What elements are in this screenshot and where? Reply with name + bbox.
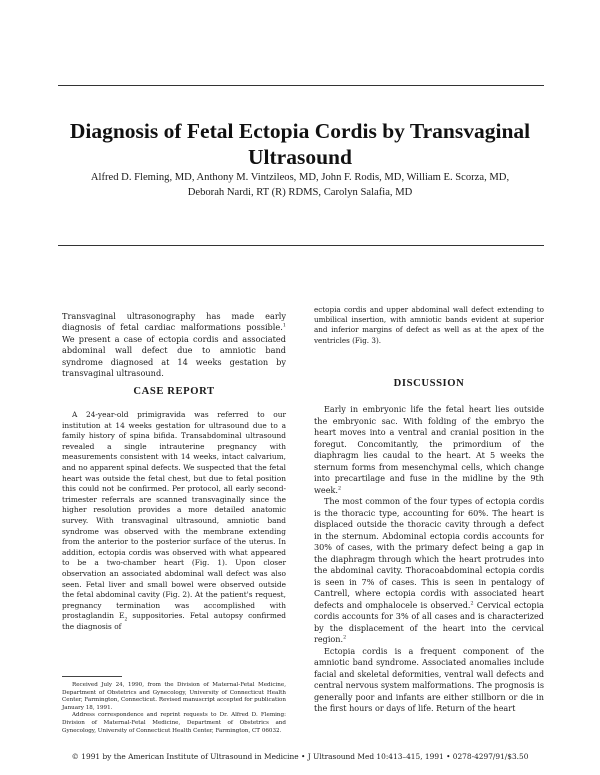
- discussion-body: [314, 404, 544, 715]
- author-list: [40, 170, 560, 200]
- abstract-paragraph: [62, 311, 286, 379]
- footnote-rule: [62, 676, 122, 677]
- article-title: Diagnosis of Fetal Ectopia Cordis by Transvaginal Ultrasound: [69, 119, 531, 169]
- discussion-p2-text-continued: Cervical ectopia cordis accounts for 3% of all cases and is characterized by the displacement of the heart into the cervical region.: [314, 599, 544, 644]
- discussion-paragraph-3: Ectopia cordis is a frequent component of the amniotic band syndrome. Associated anomalies include facial and skeletal deformities, ventral wall defects and central nervous system malformations. The prognosis is generally poor and infants are either stillborn or die in the first hours or days of life. Return of the heart: [314, 645, 544, 713]
- case-report-continuation-text: ectopia cordis and upper abdominal wall defect extending to umbilical insertion, with amniotic bands evident at superior and inferior margins of defect as well as at the apex of the ventricles (Fig. 3).: [314, 305, 544, 345]
- top-rule: [58, 85, 544, 86]
- discussion-p1-ref: 2: [338, 484, 342, 491]
- authors-line-1: Alfred D. Fleming, MD, Anthony M. Vintzileos, MD, John F. Rodis, MD, William E. Scorza, MD,: [90, 172, 510, 183]
- discussion-heading: DISCUSSION: [393, 378, 465, 389]
- discussion-paragraph-2: [314, 496, 544, 646]
- case-report-heading: CASE REPORT: [133, 386, 215, 397]
- discussion-p2-ref-2: 2: [343, 634, 347, 641]
- case-report-subscript: 2: [124, 617, 128, 623]
- discussion-paragraph-1: [314, 404, 544, 496]
- footnote-address: Address correspondence and reprint requests to Dr. Alfred D. Fleming: Division of Maternal-Fetal Medicine, Department of Obstetrics and Gynecology, University of Connecticut Health Center, Farmington, CT 06032.: [62, 712, 286, 734]
- discussion-p2-text: The most common of the four types of ectopia cordis is the thoracic type, accounting for 60%. The heart is displaced outside the thoracic cavity through a defect in the sternum. Abdominal ectopia cordis accounts for 30% of cases, with the primary defect being a gap in the diaphragm through which the heart protrudes into the abdominal cavity. Thoracoabdominal ectopia cordis is seen in 7% of cases. This is seen in pentalogy of Cantrell, where ectopia cordis with associated heart defects and omphalocele is observed.: [314, 496, 544, 610]
- case-report-text: A 24-year-old primigravida was referred to our institution at 14 weeks gestation for ultrasound due to a family history of spina bifida. Transabdominal ultrasound revealed a single intrauterine pregnancy with measurements consistent with 14 weeks, intact calvarium, and no apparent spinal defects. We suspected that the fetal heart was outside the fetal chest, but due to fetal position this could not be confirmed. Per protocol, all early second-trimester referrals are scanned transvaginally since the higher resolution provides a more detailed anatomic survey. With transvaginal ultrasound, amniotic band syndrome was observed with the membrane extending from the anterior to the posterior surface of the uterus. In addition, ectopia cordis was observed with what appeared to be a two-chamber heart (Fig. 1). Upon closer observation an associated abdominal wall defect was also seen. Fetal liver and small bowel were observed outside the fetal abdominal cavity (Fig. 2). At the patient's request, pregnancy termination was accomplished with prostaglandin E: [62, 410, 286, 621]
- case-report-continuation: [314, 305, 544, 346]
- case-report-text-end: suppositories. Fetal autopsy confirmed the diagnosis of: [62, 611, 286, 631]
- case-report-body: [62, 410, 286, 632]
- discussion-p2-ref-1: 2: [470, 599, 474, 606]
- footnotes: [62, 682, 286, 735]
- footnote-received: Received July 24, 1990, from the Division of Maternal-Fetal Medicine, Department of Obstetrics and Gynecology, University of Connecticut Health Center, Farmington, Connecticut. Revised manuscript accepted for publication January 18, 1991.: [62, 682, 286, 711]
- abstract-text-continued: We present a case of ectopia cordis and associated abdominal wall defect due to amniotic band syndrome diagnosed at 14 weeks gestation by transvaginal ultrasound.: [62, 333, 286, 379]
- authors-line-2: Deborah Nardi, RT (R) RDMS, Carolyn Salafia, MD: [187, 187, 413, 198]
- abstract-text: Transvaginal ultrasonography has made early diagnosis of fetal cardiac malformations possible.: [62, 311, 286, 333]
- header-divider-rule: [58, 245, 544, 246]
- abstract-ref: 1: [282, 322, 286, 329]
- page-footer: © 1991 by the American Institute of Ultrasound in Medicine • J Ultrasound Med 10:413–415, 1991 • 0278-4297/91/$3.50: [71, 752, 529, 761]
- discussion-p1-text: Early in embryonic life the fetal heart lies outside the embryonic sac. With folding of the embryo the heart moves into a ventral and cranial position in the foregut. Concomitantly, the primordium of the diaphragm lies caudal to the heart. At 5 weeks the sternum forms from mesenchymal cells, which change into precartilage and fuse in the midline by the 9th week.: [314, 404, 544, 495]
